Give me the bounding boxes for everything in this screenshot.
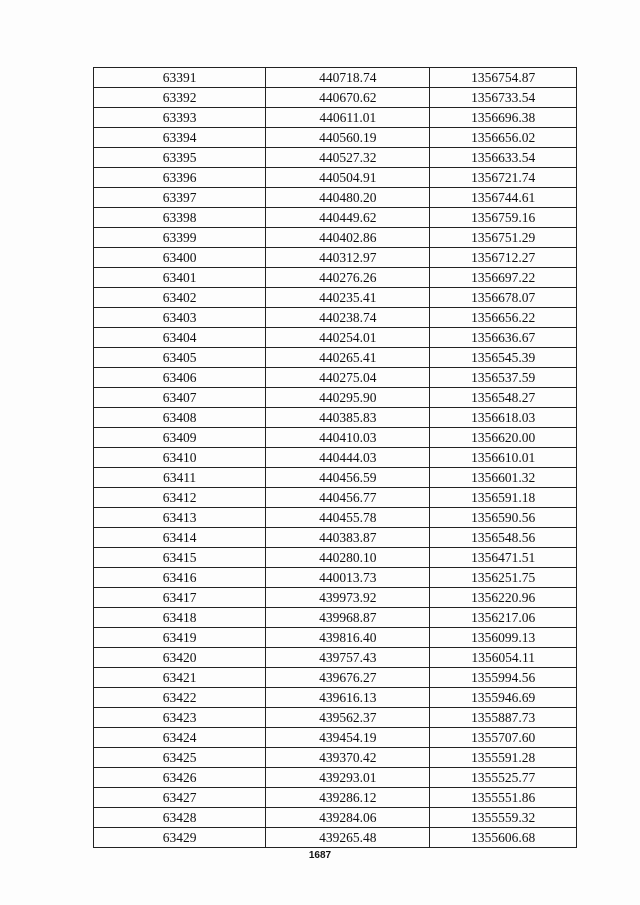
x-coordinate-cell: 440527.32	[266, 148, 430, 168]
table-row	[94, 488, 577, 508]
point-id-cell: 63421	[94, 668, 266, 688]
x-coordinate-cell: 440013.73	[266, 568, 430, 588]
x-coordinate-cell: 440718.74	[266, 68, 430, 88]
y-coordinate-cell: 1356054.11	[430, 648, 577, 668]
y-coordinate-cell: 1355551.86	[430, 788, 577, 808]
point-id-cell: 63428	[94, 808, 266, 828]
point-id-cell: 63403	[94, 308, 266, 328]
x-coordinate-cell: 439676.27	[266, 668, 430, 688]
x-coordinate-cell: 440312.97	[266, 248, 430, 268]
table-row	[94, 708, 577, 728]
table-row	[94, 648, 577, 668]
table-row	[94, 268, 577, 288]
point-id-cell: 63397	[94, 188, 266, 208]
y-coordinate-cell: 1356721.74	[430, 168, 577, 188]
table-row	[94, 108, 577, 128]
table-row	[94, 568, 577, 588]
y-coordinate-cell: 1356636.67	[430, 328, 577, 348]
table-row	[94, 608, 577, 628]
y-coordinate-cell: 1356733.54	[430, 88, 577, 108]
table-row	[94, 328, 577, 348]
table-row	[94, 348, 577, 368]
y-coordinate-cell: 1356251.75	[430, 568, 577, 588]
x-coordinate-cell: 440444.03	[266, 448, 430, 468]
y-coordinate-cell: 1356537.59	[430, 368, 577, 388]
table-row	[94, 188, 577, 208]
point-id-cell: 63410	[94, 448, 266, 468]
point-id-cell: 63399	[94, 228, 266, 248]
y-coordinate-cell: 1355591.28	[430, 748, 577, 768]
table-row	[94, 448, 577, 468]
point-id-cell: 63405	[94, 348, 266, 368]
point-id-cell: 63404	[94, 328, 266, 348]
x-coordinate-cell: 440670.62	[266, 88, 430, 108]
y-coordinate-cell: 1355559.32	[430, 808, 577, 828]
y-coordinate-cell: 1356697.22	[430, 268, 577, 288]
y-coordinate-cell: 1356754.87	[430, 68, 577, 88]
x-coordinate-cell: 439293.01	[266, 768, 430, 788]
table-body	[94, 68, 577, 848]
x-coordinate-cell: 439616.13	[266, 688, 430, 708]
point-id-cell: 63423	[94, 708, 266, 728]
point-id-cell: 63392	[94, 88, 266, 108]
table-row	[94, 688, 577, 708]
y-coordinate-cell: 1355994.56	[430, 668, 577, 688]
point-id-cell: 63424	[94, 728, 266, 748]
point-id-cell: 63391	[94, 68, 266, 88]
x-coordinate-cell: 440560.19	[266, 128, 430, 148]
table-row	[94, 508, 577, 528]
point-id-cell: 63412	[94, 488, 266, 508]
x-coordinate-cell: 439973.92	[266, 588, 430, 608]
y-coordinate-cell: 1356548.56	[430, 528, 577, 548]
y-coordinate-cell: 1356678.07	[430, 288, 577, 308]
point-id-cell: 63396	[94, 168, 266, 188]
y-coordinate-cell: 1355887.73	[430, 708, 577, 728]
point-id-cell: 63402	[94, 288, 266, 308]
y-coordinate-cell: 1356751.29	[430, 228, 577, 248]
point-id-cell: 63395	[94, 148, 266, 168]
point-id-cell: 63417	[94, 588, 266, 608]
table-row	[94, 128, 577, 148]
table-row	[94, 468, 577, 488]
x-coordinate-cell: 439265.48	[266, 828, 430, 848]
point-id-cell: 63419	[94, 628, 266, 648]
point-id-cell: 63416	[94, 568, 266, 588]
table-row	[94, 368, 577, 388]
table-row	[94, 768, 577, 788]
table-row	[94, 408, 577, 428]
point-id-cell: 63425	[94, 748, 266, 768]
x-coordinate-cell: 440480.20	[266, 188, 430, 208]
y-coordinate-cell: 1356601.32	[430, 468, 577, 488]
x-coordinate-cell: 440504.91	[266, 168, 430, 188]
table-row	[94, 68, 577, 88]
y-coordinate-cell: 1355946.69	[430, 688, 577, 708]
point-id-cell: 63406	[94, 368, 266, 388]
x-coordinate-cell: 440238.74	[266, 308, 430, 328]
table-row	[94, 588, 577, 608]
point-id-cell: 63393	[94, 108, 266, 128]
point-id-cell: 63414	[94, 528, 266, 548]
coordinates-table	[93, 67, 577, 848]
x-coordinate-cell: 440254.01	[266, 328, 430, 348]
x-coordinate-cell: 440402.86	[266, 228, 430, 248]
x-coordinate-cell: 440235.41	[266, 288, 430, 308]
table-row	[94, 788, 577, 808]
table-row	[94, 728, 577, 748]
x-coordinate-cell: 439968.87	[266, 608, 430, 628]
point-id-cell: 63420	[94, 648, 266, 668]
y-coordinate-cell: 1356220.96	[430, 588, 577, 608]
table-row	[94, 628, 577, 648]
table-row	[94, 308, 577, 328]
y-coordinate-cell: 1356590.56	[430, 508, 577, 528]
x-coordinate-cell: 439562.37	[266, 708, 430, 728]
point-id-cell: 63401	[94, 268, 266, 288]
point-id-cell: 63409	[94, 428, 266, 448]
y-coordinate-cell: 1355707.60	[430, 728, 577, 748]
point-id-cell: 63407	[94, 388, 266, 408]
point-id-cell: 63408	[94, 408, 266, 428]
x-coordinate-cell: 440295.90	[266, 388, 430, 408]
x-coordinate-cell: 439757.43	[266, 648, 430, 668]
table-row	[94, 428, 577, 448]
x-coordinate-cell: 439286.12	[266, 788, 430, 808]
y-coordinate-cell: 1356620.00	[430, 428, 577, 448]
x-coordinate-cell: 440449.62	[266, 208, 430, 228]
point-id-cell: 63394	[94, 128, 266, 148]
point-id-cell: 63415	[94, 548, 266, 568]
y-coordinate-cell: 1355525.77	[430, 768, 577, 788]
table-row	[94, 228, 577, 248]
page-number: 1687	[308, 850, 332, 861]
y-coordinate-cell: 1356610.01	[430, 448, 577, 468]
x-coordinate-cell: 440456.77	[266, 488, 430, 508]
table-row	[94, 388, 577, 408]
point-id-cell: 63413	[94, 508, 266, 528]
point-id-cell: 63400	[94, 248, 266, 268]
y-coordinate-cell: 1356744.61	[430, 188, 577, 208]
table-row	[94, 88, 577, 108]
point-id-cell: 63426	[94, 768, 266, 788]
table-row	[94, 208, 577, 228]
point-id-cell: 63422	[94, 688, 266, 708]
table-row	[94, 748, 577, 768]
table-row	[94, 808, 577, 828]
table-row	[94, 548, 577, 568]
x-coordinate-cell: 439454.19	[266, 728, 430, 748]
table-row	[94, 248, 577, 268]
y-coordinate-cell: 1356217.06	[430, 608, 577, 628]
y-coordinate-cell: 1356633.54	[430, 148, 577, 168]
x-coordinate-cell: 439284.06	[266, 808, 430, 828]
x-coordinate-cell: 440385.83	[266, 408, 430, 428]
y-coordinate-cell: 1356696.38	[430, 108, 577, 128]
table-row	[94, 668, 577, 688]
x-coordinate-cell: 440265.41	[266, 348, 430, 368]
table-row	[94, 528, 577, 548]
table-row	[94, 828, 577, 848]
point-id-cell: 63398	[94, 208, 266, 228]
y-coordinate-cell: 1355606.68	[430, 828, 577, 848]
y-coordinate-cell: 1356618.03	[430, 408, 577, 428]
table-row	[94, 168, 577, 188]
table-row	[94, 148, 577, 168]
y-coordinate-cell: 1356548.27	[430, 388, 577, 408]
y-coordinate-cell: 1356591.18	[430, 488, 577, 508]
x-coordinate-cell: 440275.04	[266, 368, 430, 388]
y-coordinate-cell: 1356545.39	[430, 348, 577, 368]
y-coordinate-cell: 1356471.51	[430, 548, 577, 568]
x-coordinate-cell: 439370.42	[266, 748, 430, 768]
y-coordinate-cell: 1356759.16	[430, 208, 577, 228]
y-coordinate-cell: 1356712.27	[430, 248, 577, 268]
point-id-cell: 63427	[94, 788, 266, 808]
y-coordinate-cell: 1356656.02	[430, 128, 577, 148]
x-coordinate-cell: 440383.87	[266, 528, 430, 548]
point-id-cell: 63411	[94, 468, 266, 488]
y-coordinate-cell: 1356656.22	[430, 308, 577, 328]
x-coordinate-cell: 440276.26	[266, 268, 430, 288]
x-coordinate-cell: 440455.78	[266, 508, 430, 528]
x-coordinate-cell: 440410.03	[266, 428, 430, 448]
y-coordinate-cell: 1356099.13	[430, 628, 577, 648]
x-coordinate-cell: 440456.59	[266, 468, 430, 488]
x-coordinate-cell: 439816.40	[266, 628, 430, 648]
x-coordinate-cell: 440611.01	[266, 108, 430, 128]
table-row	[94, 288, 577, 308]
x-coordinate-cell: 440280.10	[266, 548, 430, 568]
point-id-cell: 63429	[94, 828, 266, 848]
point-id-cell: 63418	[94, 608, 266, 628]
